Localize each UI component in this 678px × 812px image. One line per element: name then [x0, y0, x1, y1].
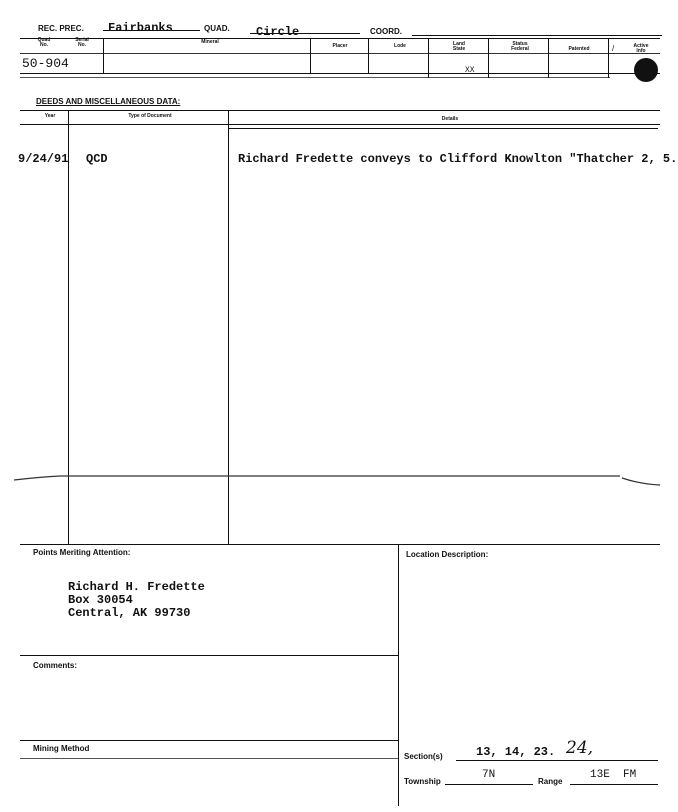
deed-year: 9/24/91: [18, 152, 69, 166]
location-label: Location Description:: [406, 550, 489, 559]
col-type: Type of Document: [128, 113, 172, 119]
points-line: Box 30054: [68, 593, 133, 607]
col-status-federal: Status Federal: [511, 41, 529, 52]
col-lode: Lode: [394, 43, 406, 49]
hole-punch-mark: [634, 58, 658, 82]
col-quad-no: Quad No.: [37, 37, 51, 48]
coord-label: COORD.: [370, 27, 402, 36]
col-active-info: Active Info: [633, 43, 649, 54]
col-year: Year: [44, 113, 56, 119]
col-placer: Placer: [332, 43, 348, 49]
quad-label: QUAD.: [204, 24, 230, 33]
deed-details: Richard Fredette conveys to Clifford Knowlton "Thatcher 2, 5.: [238, 152, 678, 166]
section-value: 13, 14, 23.: [476, 745, 556, 759]
col-mineral: Mineral: [201, 39, 219, 45]
mining-method-label: Mining Method: [33, 744, 90, 753]
range-value: 13E FM: [590, 769, 637, 781]
quad-value: Circle: [256, 25, 300, 39]
deed-type: QCD: [86, 152, 108, 166]
rec-prec-label: REC. PREC.: [38, 24, 84, 33]
range-label: Range: [538, 777, 563, 786]
col-serial-no: Serial No.: [75, 37, 89, 48]
land-state-value: XX: [465, 66, 475, 75]
township-label: Township: [404, 777, 441, 786]
col-details: Details: [441, 116, 459, 122]
points-line: Richard H. Fredette: [68, 580, 205, 594]
quad-no-value: 50-904: [22, 56, 69, 71]
township-value: 7N: [482, 769, 496, 781]
points-label: Points Meriting Attention:: [33, 548, 131, 557]
scan-artifact-line: [0, 468, 678, 492]
col-patented: Patented: [568, 46, 590, 52]
deeds-title: DEEDS AND MISCELLANEOUS DATA:: [36, 97, 181, 106]
section-handwritten: 24,: [566, 738, 594, 758]
comments-label: Comments:: [33, 661, 78, 670]
section-label: Section(s): [404, 752, 443, 761]
points-line: Central, AK 99730: [68, 606, 191, 620]
col-land-state: Land State: [452, 41, 466, 52]
rec-prec-value: Fairbanks: [108, 21, 173, 35]
